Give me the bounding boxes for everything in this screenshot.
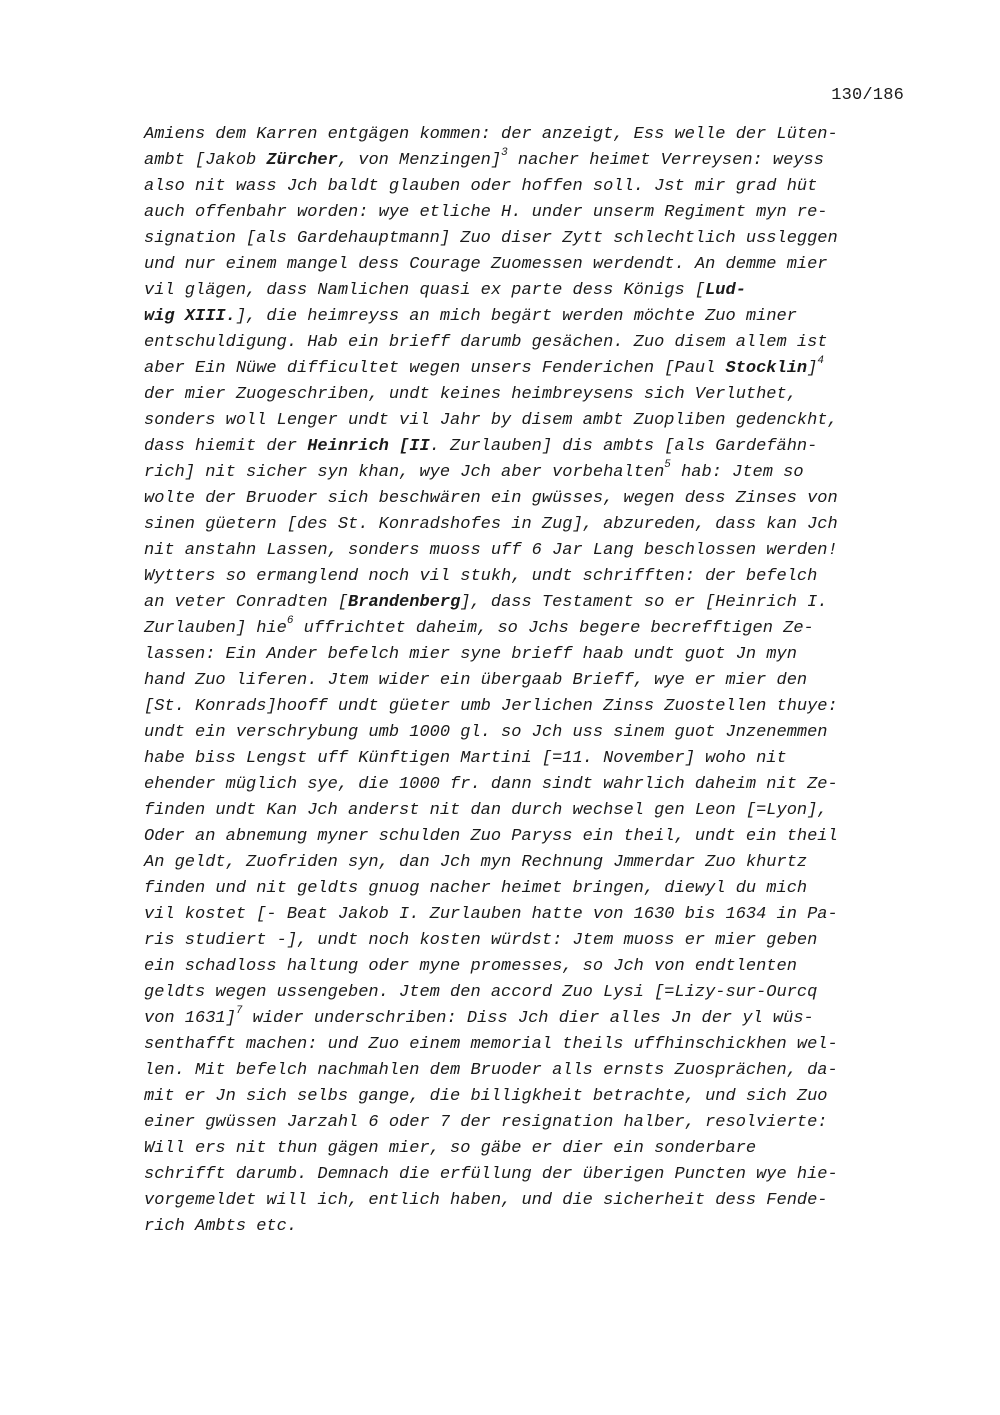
text-line: [144, 1058, 924, 1084]
text-line: [144, 642, 924, 668]
text-segment: aber Ein Nüwe difficultet wegen unsers Fenderichen [Paul: [144, 359, 726, 378]
text-segment: Oder an abnemung myner schulden Zuo Paryss ein theil, undt ein theil: [144, 827, 838, 846]
text-line: [144, 824, 924, 850]
text-segment: rich Ambts etc.: [144, 1217, 298, 1236]
text-segment: ]: [807, 359, 818, 378]
text-line: [144, 772, 924, 798]
text-line: [144, 564, 924, 590]
footnote-marker: 3: [501, 147, 508, 160]
text-line: [144, 356, 924, 382]
text-line: [144, 1136, 924, 1162]
text-line: [144, 928, 924, 954]
text-line: [144, 538, 924, 564]
text-segment: einer gwüssen Jarzahl 6 oder 7 der resignation halber, resolvierte:: [144, 1113, 828, 1132]
text-line: [144, 1032, 924, 1058]
text-segment: ehender müglich sye, die 1000 fr. dann sindt wahrlich daheim nit Ze-: [144, 775, 838, 794]
text-line: [144, 876, 924, 902]
text-segment: vil kostet [- Beat Jakob I. Zurlauben hatte von 1630 bis 1634 in Pa-: [144, 905, 838, 924]
text-segment: uffrichtet daheim, so Jchs begere becrefftigen Ze-: [293, 619, 814, 638]
text-line: [144, 512, 924, 538]
bold-name: Heinrich [II: [307, 437, 430, 456]
text-segment: [St. Konrads]hooff undt güeter umb Jerlichen Zinss Zuostellen thuye:: [144, 697, 838, 716]
text-line: [144, 148, 924, 174]
text-segment: signation [als Gardehauptmann] Zuo diser Zytt schlechtlich ussleggen: [144, 229, 838, 248]
text-segment: hand Zuo liferen. Jtem wider ein übergaab Brieff, wye er mier den: [144, 671, 808, 690]
text-line: [144, 122, 924, 148]
text-line: [144, 226, 924, 252]
text-segment: und nur einem mangel dess Courage Zuomessen werdendt. An demme mier: [144, 255, 828, 274]
text-segment: finden undt Kan Jch anderst nit dan durch wechsel gen Leon [=Lyon],: [144, 801, 828, 820]
text-segment: , von Menzingen]: [337, 151, 502, 170]
footnote-marker: 6: [286, 615, 294, 628]
text-line: [144, 590, 924, 616]
text-segment: der mier Zuogeschriben, undt keines heimbreysens sich Verluthet,: [144, 385, 797, 404]
text-segment: undt ein verschrybung umb 1000 gl. so Jch uss sinem guot Jnzenemmen: [144, 723, 828, 742]
text-segment: habe biss Lengst uff Künftigen Martini [=11. November] woho nit: [144, 749, 787, 768]
text-line: [144, 1110, 924, 1136]
text-line: [144, 850, 924, 876]
text-line: [144, 746, 924, 772]
text-segment: auch offenbahr worden: wye etliche H. under unserm Regiment myn re-: [144, 203, 828, 222]
text-line: [144, 798, 924, 824]
text-line: [144, 408, 924, 434]
text-line: [144, 486, 924, 512]
text-segment: . Zurlauben] dis ambts [als Gardefähn-: [429, 437, 818, 456]
text-segment: ], die heimreyss an mich begärt werden möchte Zuo miner: [235, 307, 797, 326]
text-line: [144, 980, 924, 1006]
text-segment: ambt [Jakob: [144, 151, 267, 170]
text-line: [144, 1084, 924, 1110]
text-segment: entschuldigung. Hab ein brieff darumb gesächen. Zuo disem allem ist: [144, 333, 828, 352]
text-line: [144, 720, 924, 746]
text-line: [144, 174, 924, 200]
bold-name: Lud-: [705, 281, 746, 300]
text-segment: finden und nit geldts gnuog nacher heimet bringen, diewyl du mich: [144, 879, 808, 898]
text-segment: len. Mit befelch nachmahlen dem Bruoder alls ernsts Zuosprächen, da-: [144, 1061, 838, 1080]
text-segment: An geldt, Zuofriden syn, dan Jch myn Rechnung Jmmerdar Zuo khurtz: [144, 853, 808, 872]
text-line: [144, 278, 924, 304]
footnote-marker: 4: [817, 355, 824, 368]
text-segment: geldts wegen ussengeben. Jtem den accord Zuo Lysi [=Lizy-sur-Ourcq: [144, 983, 818, 1002]
text-line: [144, 460, 924, 486]
text-segment: Zurlauben] hie: [144, 619, 287, 638]
text-segment: Will ers nit thun gägen mier, so gäbe er dier ein sonderbare: [144, 1139, 757, 1158]
text-segment: wider underschriben: Diss Jch dier alles Jn der yl wüs-: [242, 1009, 814, 1028]
text-line: [144, 1214, 924, 1240]
bold-name: wig XIII.: [144, 307, 236, 326]
text-segment: hab: Jtem so: [670, 463, 804, 482]
text-line: [144, 902, 924, 928]
text-line: [144, 200, 924, 226]
footnote-marker: 5: [664, 459, 671, 472]
text-line: [144, 1188, 924, 1214]
text-segment: nit anstahn Lassen, sonders muoss uff 6 Jar Lang beschlossen werden!: [144, 541, 838, 560]
text-line: [144, 954, 924, 980]
text-segment: von 1631]: [144, 1009, 236, 1028]
text-line: [144, 304, 924, 330]
text-segment: ], dass Testament so er [Heinrich I.: [460, 593, 828, 612]
text-line: [144, 1162, 924, 1188]
text-line: [144, 1006, 924, 1032]
text-segment: ris studiert -], undt noch kosten würdst: Jtem muoss er mier geben: [144, 931, 818, 950]
text-line: [144, 668, 924, 694]
text-segment: wolte der Bruoder sich beschwären ein gwüsses, wegen dess Zinses von: [144, 489, 838, 508]
text-segment: dass hiemit der: [144, 437, 308, 456]
text-segment: sinen güetern [des St. Konradshofes in Zug], abzureden, dass kan Jch: [144, 515, 838, 534]
bold-name: Brandenberg: [348, 593, 461, 612]
text-segment: Amiens dem Karren entgägen kommen: der anzeigt, Ess welle der Lüten-: [144, 125, 838, 144]
text-segment: vil glägen, dass Namlichen quasi ex parte dess Königs [: [144, 281, 706, 300]
text-segment: Wytters so ermanglend noch vil stukh, undt schrifften: der befelch: [144, 567, 818, 586]
bold-name: Zürcher: [266, 151, 338, 170]
text-segment: sonders woll Lenger undt vil Jahr by disem ambt Zuopliben gedenckht,: [144, 411, 838, 430]
text-segment: schrifft darumb. Demnach die erfüllung der überigen Puncten wye hie-: [144, 1165, 838, 1184]
text-line: [144, 382, 924, 408]
bold-name: Stocklin: [725, 359, 808, 378]
text-segment: nacher heimet Verreysen: weyss: [507, 151, 824, 170]
footnote-marker: 7: [235, 1005, 243, 1018]
body-text: [144, 122, 924, 1240]
text-line: [144, 616, 924, 642]
text-segment: mit er Jn sich selbs gange, die billigkheit betrachte, und sich Zuo: [144, 1087, 828, 1106]
text-segment: lassen: Ein Ander befelch mier syne brieff haab undt guot Jn myn: [144, 645, 797, 664]
text-segment: an veter Conradten [: [144, 593, 349, 612]
text-segment: ein schadloss haltung oder myne promesses, so Jch von endtlenten: [144, 957, 797, 976]
text-line: [144, 330, 924, 356]
page-number: 130/186: [831, 86, 904, 105]
text-line: [144, 252, 924, 278]
text-line: [144, 694, 924, 720]
text-segment: also nit wass Jch baldt glauben oder hoffen soll. Jst mir grad hüt: [144, 177, 818, 196]
text-segment: rich] nit sicher syn khan, wye Jch aber vorbehalten: [144, 463, 665, 482]
text-line: [144, 434, 924, 460]
text-segment: senthafft machen: und Zuo einem memorial theils uffhinschickhen wel-: [144, 1035, 838, 1054]
text-segment: vorgemeldet will ich, entlich haben, und die sicherheit dess Fende-: [144, 1191, 828, 1210]
